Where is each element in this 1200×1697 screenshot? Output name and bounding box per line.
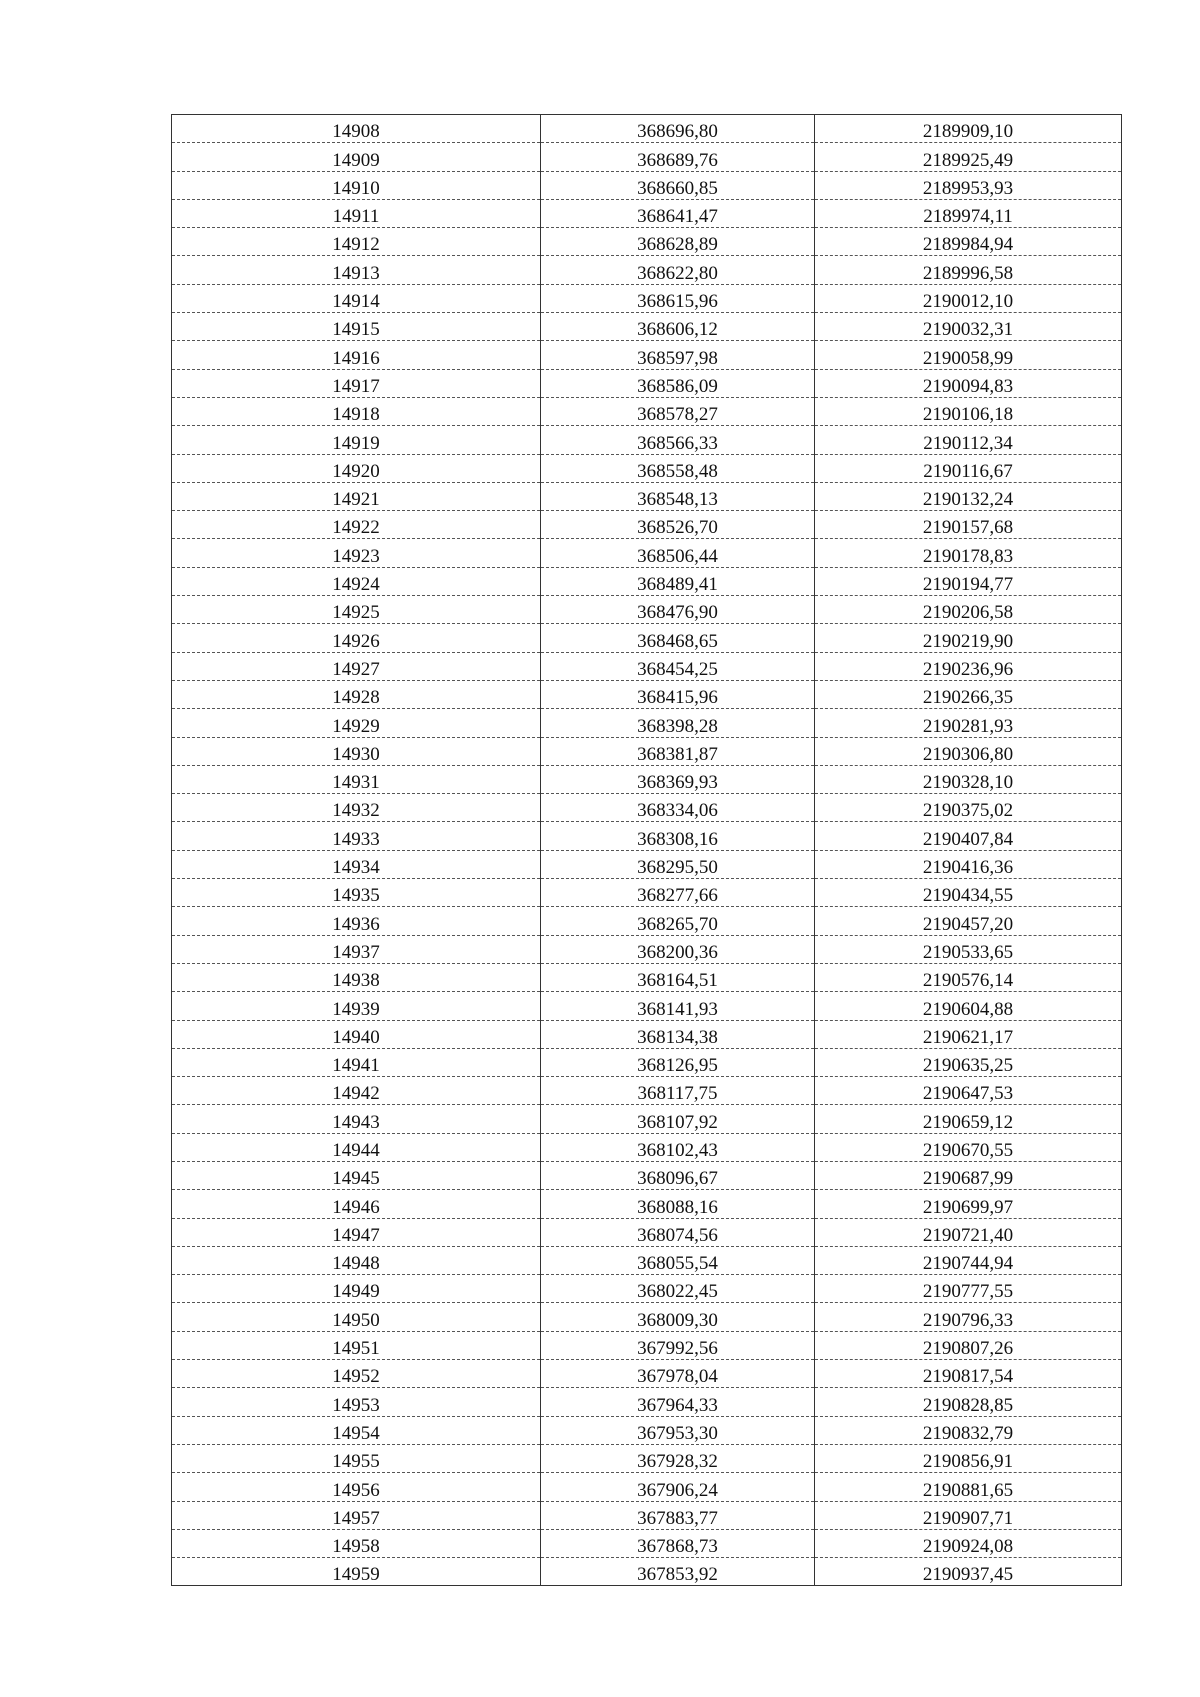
y-coordinate-cell: 2190112,34 bbox=[815, 426, 1122, 454]
x-coordinate-cell: 368381,87 bbox=[541, 737, 815, 765]
point-number-cell: 14922 bbox=[172, 511, 541, 539]
point-number-cell: 14956 bbox=[172, 1473, 541, 1501]
y-coordinate-cell: 2190777,55 bbox=[815, 1275, 1122, 1303]
table-row bbox=[172, 992, 1122, 1020]
point-number-cell: 14933 bbox=[172, 822, 541, 850]
x-coordinate-cell: 368489,41 bbox=[541, 567, 815, 595]
y-coordinate-cell: 2190937,45 bbox=[815, 1558, 1122, 1586]
y-coordinate-cell: 2189996,58 bbox=[815, 256, 1122, 284]
table-row bbox=[172, 1501, 1122, 1529]
x-coordinate-cell: 368096,67 bbox=[541, 1161, 815, 1189]
x-coordinate-cell: 368606,12 bbox=[541, 313, 815, 341]
point-number-cell: 14949 bbox=[172, 1275, 541, 1303]
coordinates-table bbox=[171, 114, 1122, 1586]
point-number-cell: 14918 bbox=[172, 397, 541, 425]
x-coordinate-cell: 368141,93 bbox=[541, 992, 815, 1020]
y-coordinate-cell: 2190687,99 bbox=[815, 1161, 1122, 1189]
x-coordinate-cell: 368398,28 bbox=[541, 709, 815, 737]
point-number-cell: 14916 bbox=[172, 341, 541, 369]
y-coordinate-cell: 2190670,55 bbox=[815, 1133, 1122, 1161]
table-row bbox=[172, 1388, 1122, 1416]
table-row bbox=[172, 171, 1122, 199]
point-number-cell: 14925 bbox=[172, 596, 541, 624]
x-coordinate-cell: 367928,32 bbox=[541, 1444, 815, 1472]
point-number-cell: 14954 bbox=[172, 1416, 541, 1444]
y-coordinate-cell: 2189984,94 bbox=[815, 228, 1122, 256]
table-row bbox=[172, 879, 1122, 907]
y-coordinate-cell: 2190094,83 bbox=[815, 369, 1122, 397]
table-row bbox=[172, 1246, 1122, 1274]
y-coordinate-cell: 2190533,65 bbox=[815, 935, 1122, 963]
point-number-cell: 14947 bbox=[172, 1218, 541, 1246]
table-row bbox=[172, 850, 1122, 878]
point-number-cell: 14936 bbox=[172, 907, 541, 935]
x-coordinate-cell: 368622,80 bbox=[541, 256, 815, 284]
table-row bbox=[172, 596, 1122, 624]
table-row bbox=[172, 680, 1122, 708]
table-row bbox=[172, 1558, 1122, 1586]
point-number-cell: 14950 bbox=[172, 1303, 541, 1331]
x-coordinate-cell: 368200,36 bbox=[541, 935, 815, 963]
point-number-cell: 14929 bbox=[172, 709, 541, 737]
x-coordinate-cell: 368566,33 bbox=[541, 426, 815, 454]
y-coordinate-cell: 2190907,71 bbox=[815, 1501, 1122, 1529]
x-coordinate-cell: 368164,51 bbox=[541, 963, 815, 991]
coordinates-table-body bbox=[172, 115, 1122, 1586]
table-row bbox=[172, 935, 1122, 963]
point-number-cell: 14915 bbox=[172, 313, 541, 341]
x-coordinate-cell: 368088,16 bbox=[541, 1190, 815, 1218]
point-number-cell: 14931 bbox=[172, 765, 541, 793]
x-coordinate-cell: 367992,56 bbox=[541, 1331, 815, 1359]
point-number-cell: 14932 bbox=[172, 794, 541, 822]
x-coordinate-cell: 368476,90 bbox=[541, 596, 815, 624]
point-number-cell: 14934 bbox=[172, 850, 541, 878]
y-coordinate-cell: 2190032,31 bbox=[815, 313, 1122, 341]
y-coordinate-cell: 2190828,85 bbox=[815, 1388, 1122, 1416]
table-row bbox=[172, 1218, 1122, 1246]
x-coordinate-cell: 368022,45 bbox=[541, 1275, 815, 1303]
table-row bbox=[172, 341, 1122, 369]
table-row bbox=[172, 1331, 1122, 1359]
table-row bbox=[172, 199, 1122, 227]
y-coordinate-cell: 2190434,55 bbox=[815, 879, 1122, 907]
x-coordinate-cell: 368277,66 bbox=[541, 879, 815, 907]
table-row bbox=[172, 1360, 1122, 1388]
y-coordinate-cell: 2190457,20 bbox=[815, 907, 1122, 935]
x-coordinate-cell: 368308,16 bbox=[541, 822, 815, 850]
y-coordinate-cell: 2189909,10 bbox=[815, 115, 1122, 143]
y-coordinate-cell: 2190328,10 bbox=[815, 765, 1122, 793]
point-number-cell: 14944 bbox=[172, 1133, 541, 1161]
x-coordinate-cell: 368074,56 bbox=[541, 1218, 815, 1246]
point-number-cell: 14914 bbox=[172, 284, 541, 312]
y-coordinate-cell: 2190881,65 bbox=[815, 1473, 1122, 1501]
y-coordinate-cell: 2190576,14 bbox=[815, 963, 1122, 991]
x-coordinate-cell: 368009,30 bbox=[541, 1303, 815, 1331]
point-number-cell: 14955 bbox=[172, 1444, 541, 1472]
y-coordinate-cell: 2190178,83 bbox=[815, 539, 1122, 567]
point-number-cell: 14940 bbox=[172, 1020, 541, 1048]
point-number-cell: 14923 bbox=[172, 539, 541, 567]
x-coordinate-cell: 368578,27 bbox=[541, 397, 815, 425]
y-coordinate-cell: 2190621,17 bbox=[815, 1020, 1122, 1048]
table-row bbox=[172, 963, 1122, 991]
table-row bbox=[172, 709, 1122, 737]
table-row bbox=[172, 539, 1122, 567]
x-coordinate-cell: 367853,92 bbox=[541, 1558, 815, 1586]
table-row bbox=[172, 143, 1122, 171]
y-coordinate-cell: 2190058,99 bbox=[815, 341, 1122, 369]
table-row bbox=[172, 369, 1122, 397]
x-coordinate-cell: 368641,47 bbox=[541, 199, 815, 227]
point-number-cell: 14951 bbox=[172, 1331, 541, 1359]
y-coordinate-cell: 2190106,18 bbox=[815, 397, 1122, 425]
y-coordinate-cell: 2190635,25 bbox=[815, 1048, 1122, 1076]
x-coordinate-cell: 368265,70 bbox=[541, 907, 815, 935]
table-row bbox=[172, 1444, 1122, 1472]
y-coordinate-cell: 2190856,91 bbox=[815, 1444, 1122, 1472]
table-row bbox=[172, 426, 1122, 454]
x-coordinate-cell: 368107,92 bbox=[541, 1105, 815, 1133]
y-coordinate-cell: 2190699,97 bbox=[815, 1190, 1122, 1218]
point-number-cell: 14957 bbox=[172, 1501, 541, 1529]
point-number-cell: 14946 bbox=[172, 1190, 541, 1218]
x-coordinate-cell: 368548,13 bbox=[541, 482, 815, 510]
y-coordinate-cell: 2190206,58 bbox=[815, 596, 1122, 624]
y-coordinate-cell: 2190744,94 bbox=[815, 1246, 1122, 1274]
x-coordinate-cell: 368696,80 bbox=[541, 115, 815, 143]
table-row bbox=[172, 1190, 1122, 1218]
x-coordinate-cell: 368468,65 bbox=[541, 624, 815, 652]
x-coordinate-cell: 368506,44 bbox=[541, 539, 815, 567]
table-row bbox=[172, 1303, 1122, 1331]
table-row bbox=[172, 1473, 1122, 1501]
table-row bbox=[172, 1048, 1122, 1076]
point-number-cell: 14938 bbox=[172, 963, 541, 991]
y-coordinate-cell: 2190721,40 bbox=[815, 1218, 1122, 1246]
x-coordinate-cell: 368558,48 bbox=[541, 454, 815, 482]
y-coordinate-cell: 2190306,80 bbox=[815, 737, 1122, 765]
x-coordinate-cell: 368415,96 bbox=[541, 680, 815, 708]
point-number-cell: 14959 bbox=[172, 1558, 541, 1586]
y-coordinate-cell: 2190796,33 bbox=[815, 1303, 1122, 1331]
table-row bbox=[172, 567, 1122, 595]
x-coordinate-cell: 368126,95 bbox=[541, 1048, 815, 1076]
point-number-cell: 14924 bbox=[172, 567, 541, 595]
y-coordinate-cell: 2190407,84 bbox=[815, 822, 1122, 850]
y-coordinate-cell: 2190375,02 bbox=[815, 794, 1122, 822]
point-number-cell: 14910 bbox=[172, 171, 541, 199]
point-number-cell: 14939 bbox=[172, 992, 541, 1020]
table-row bbox=[172, 765, 1122, 793]
y-coordinate-cell: 2190817,54 bbox=[815, 1360, 1122, 1388]
y-coordinate-cell: 2190659,12 bbox=[815, 1105, 1122, 1133]
point-number-cell: 14926 bbox=[172, 624, 541, 652]
x-coordinate-cell: 368102,43 bbox=[541, 1133, 815, 1161]
point-number-cell: 14908 bbox=[172, 115, 541, 143]
y-coordinate-cell: 2190236,96 bbox=[815, 652, 1122, 680]
x-coordinate-cell: 367868,73 bbox=[541, 1529, 815, 1557]
point-number-cell: 14913 bbox=[172, 256, 541, 284]
table-row bbox=[172, 1275, 1122, 1303]
point-number-cell: 14927 bbox=[172, 652, 541, 680]
table-row bbox=[172, 397, 1122, 425]
y-coordinate-cell: 2190807,26 bbox=[815, 1331, 1122, 1359]
y-coordinate-cell: 2190219,90 bbox=[815, 624, 1122, 652]
x-coordinate-cell: 368295,50 bbox=[541, 850, 815, 878]
table-row bbox=[172, 1077, 1122, 1105]
table-row bbox=[172, 256, 1122, 284]
point-number-cell: 14930 bbox=[172, 737, 541, 765]
point-number-cell: 14919 bbox=[172, 426, 541, 454]
table-row bbox=[172, 1105, 1122, 1133]
point-number-cell: 14953 bbox=[172, 1388, 541, 1416]
point-number-cell: 14937 bbox=[172, 935, 541, 963]
y-coordinate-cell: 2190832,79 bbox=[815, 1416, 1122, 1444]
y-coordinate-cell: 2190194,77 bbox=[815, 567, 1122, 595]
x-coordinate-cell: 367953,30 bbox=[541, 1416, 815, 1444]
y-coordinate-cell: 2190924,08 bbox=[815, 1529, 1122, 1557]
x-coordinate-cell: 368689,76 bbox=[541, 143, 815, 171]
x-coordinate-cell: 368526,70 bbox=[541, 511, 815, 539]
table-row bbox=[172, 624, 1122, 652]
point-number-cell: 14921 bbox=[172, 482, 541, 510]
y-coordinate-cell: 2189974,11 bbox=[815, 199, 1122, 227]
table-row bbox=[172, 822, 1122, 850]
x-coordinate-cell: 368628,89 bbox=[541, 228, 815, 256]
table-row bbox=[172, 1416, 1122, 1444]
point-number-cell: 14917 bbox=[172, 369, 541, 397]
point-number-cell: 14911 bbox=[172, 199, 541, 227]
table-row bbox=[172, 1529, 1122, 1557]
x-coordinate-cell: 368615,96 bbox=[541, 284, 815, 312]
y-coordinate-cell: 2190647,53 bbox=[815, 1077, 1122, 1105]
table-row bbox=[172, 313, 1122, 341]
table-row bbox=[172, 1133, 1122, 1161]
point-number-cell: 14935 bbox=[172, 879, 541, 907]
y-coordinate-cell: 2190012,10 bbox=[815, 284, 1122, 312]
y-coordinate-cell: 2190132,24 bbox=[815, 482, 1122, 510]
point-number-cell: 14941 bbox=[172, 1048, 541, 1076]
point-number-cell: 14920 bbox=[172, 454, 541, 482]
point-number-cell: 14943 bbox=[172, 1105, 541, 1133]
point-number-cell: 14958 bbox=[172, 1529, 541, 1557]
x-coordinate-cell: 368055,54 bbox=[541, 1246, 815, 1274]
y-coordinate-cell: 2189925,49 bbox=[815, 143, 1122, 171]
x-coordinate-cell: 368369,93 bbox=[541, 765, 815, 793]
y-coordinate-cell: 2190416,36 bbox=[815, 850, 1122, 878]
point-number-cell: 14948 bbox=[172, 1246, 541, 1274]
table-row bbox=[172, 737, 1122, 765]
x-coordinate-cell: 368134,38 bbox=[541, 1020, 815, 1048]
x-coordinate-cell: 368660,85 bbox=[541, 171, 815, 199]
point-number-cell: 14945 bbox=[172, 1161, 541, 1189]
table-row bbox=[172, 907, 1122, 935]
x-coordinate-cell: 367964,33 bbox=[541, 1388, 815, 1416]
table-row bbox=[172, 794, 1122, 822]
y-coordinate-cell: 2190281,93 bbox=[815, 709, 1122, 737]
table-row bbox=[172, 511, 1122, 539]
y-coordinate-cell: 2190266,35 bbox=[815, 680, 1122, 708]
point-number-cell: 14928 bbox=[172, 680, 541, 708]
y-coordinate-cell: 2190116,67 bbox=[815, 454, 1122, 482]
table-row bbox=[172, 482, 1122, 510]
x-coordinate-cell: 368586,09 bbox=[541, 369, 815, 397]
x-coordinate-cell: 367883,77 bbox=[541, 1501, 815, 1529]
x-coordinate-cell: 368454,25 bbox=[541, 652, 815, 680]
x-coordinate-cell: 368597,98 bbox=[541, 341, 815, 369]
point-number-cell: 14912 bbox=[172, 228, 541, 256]
x-coordinate-cell: 367978,04 bbox=[541, 1360, 815, 1388]
point-number-cell: 14909 bbox=[172, 143, 541, 171]
table-row bbox=[172, 284, 1122, 312]
point-number-cell: 14942 bbox=[172, 1077, 541, 1105]
y-coordinate-cell: 2190157,68 bbox=[815, 511, 1122, 539]
table-row bbox=[172, 1161, 1122, 1189]
y-coordinate-cell: 2190604,88 bbox=[815, 992, 1122, 1020]
table-row bbox=[172, 652, 1122, 680]
point-number-cell: 14952 bbox=[172, 1360, 541, 1388]
table-row bbox=[172, 115, 1122, 143]
x-coordinate-cell: 368117,75 bbox=[541, 1077, 815, 1105]
x-coordinate-cell: 367906,24 bbox=[541, 1473, 815, 1501]
table-row bbox=[172, 228, 1122, 256]
table-row bbox=[172, 454, 1122, 482]
table-row bbox=[172, 1020, 1122, 1048]
y-coordinate-cell: 2189953,93 bbox=[815, 171, 1122, 199]
x-coordinate-cell: 368334,06 bbox=[541, 794, 815, 822]
